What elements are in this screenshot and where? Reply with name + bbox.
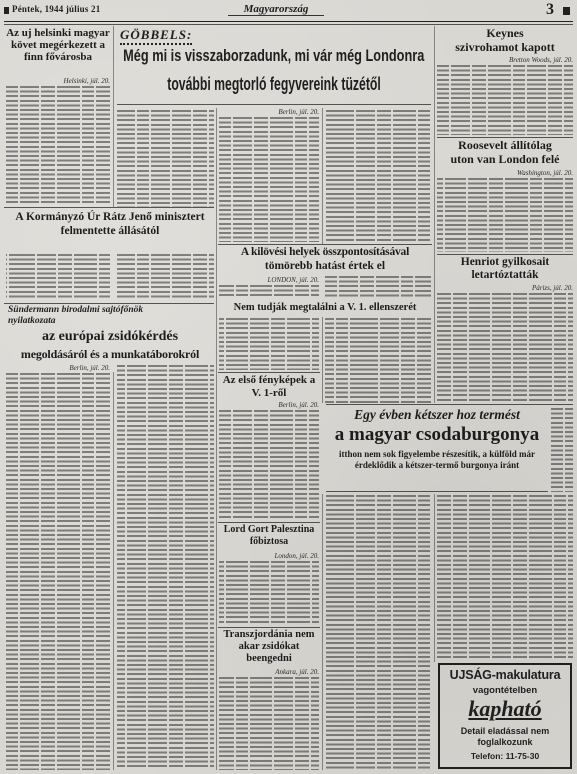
article-rule bbox=[218, 244, 432, 245]
column-rule bbox=[322, 317, 323, 403]
header-rule bbox=[4, 24, 573, 25]
main-headline-text: további megtorló fegyvereink tüzétől bbox=[167, 74, 381, 94]
ad-phone: Telefon: 11-75-30 bbox=[470, 751, 540, 761]
body-text-block bbox=[117, 254, 214, 300]
body-text-block bbox=[437, 495, 573, 659]
body-text-block bbox=[437, 178, 573, 252]
column-rule bbox=[216, 108, 217, 770]
body-text-block bbox=[437, 65, 573, 135]
body-text-block bbox=[325, 318, 431, 403]
body-text-block bbox=[551, 408, 573, 492]
body-text-block bbox=[6, 254, 110, 300]
body-text-block bbox=[219, 677, 319, 770]
article-dateline: Ankara, júl. 20. bbox=[275, 668, 319, 676]
article-rule bbox=[218, 522, 320, 523]
article-headline: Az első fényképek a V. 1-ről bbox=[222, 374, 316, 399]
body-text-block bbox=[219, 318, 319, 370]
column-rule bbox=[113, 372, 114, 770]
body-text-block bbox=[325, 495, 431, 770]
ad-note: Detail eladással nem foglalkozunk bbox=[460, 726, 550, 747]
article-headline-line: az európai zsidókérdés bbox=[41, 329, 179, 344]
page-header bbox=[0, 0, 577, 26]
corner-mark bbox=[563, 7, 570, 15]
body-text-block bbox=[117, 110, 214, 207]
article-rule bbox=[437, 254, 573, 255]
article-kicker: Egy évben kétszer hoz termést bbox=[354, 407, 520, 422]
main-headline-line bbox=[117, 72, 431, 96]
ad-subtitle: vagontételben bbox=[472, 685, 538, 696]
article-headline: A Kormányzó Úr Rátz Jenő minisztert felmentette állásától bbox=[15, 211, 205, 237]
article-kicker: Sündermann birodalmi sajtófőnök nyilatkozata bbox=[8, 305, 144, 326]
article-dateline: Berlin, júl. 20. bbox=[278, 401, 319, 409]
header-date: Péntek, 1944 július 21 bbox=[12, 4, 101, 14]
article-dateline: Washington, júl. 20. bbox=[517, 169, 573, 177]
article-headline: Lord Gort Palesztina főbiztosa bbox=[223, 524, 315, 547]
article-dateline: Párizs, júl. 20. bbox=[531, 284, 573, 292]
ad-highlight: kapható bbox=[468, 696, 542, 721]
header-rule bbox=[4, 21, 573, 22]
column-rule bbox=[113, 26, 114, 207]
article-dateline: Berlin, júl. 20. bbox=[69, 364, 110, 372]
body-text-block bbox=[437, 293, 573, 403]
article-dateline: Helsinki, júl. 20. bbox=[63, 77, 110, 85]
article-dateline: Berlin, júl. 20. bbox=[278, 108, 319, 116]
article-dateline: Bretton Woods, júl. 20. bbox=[508, 56, 573, 64]
main-headline-line bbox=[117, 45, 431, 67]
article-rule bbox=[218, 372, 320, 373]
article-headline: a magyar csodaburgonya bbox=[334, 424, 540, 445]
column-rule bbox=[322, 494, 323, 770]
article-headline-line: Keynes bbox=[486, 26, 524, 40]
article-rule bbox=[326, 404, 573, 405]
column-rule bbox=[322, 108, 323, 244]
article-rule bbox=[4, 207, 214, 208]
advertisement-box bbox=[438, 663, 572, 769]
article-headline-line: A kilövési helyek összpontosításával bbox=[240, 246, 410, 258]
article-dateline: London, júl. 20. bbox=[274, 552, 319, 560]
article-headline: Transzjordánia nem akar zsidókat beengedni bbox=[223, 629, 315, 664]
article-headline-line: tömörebb hatást értek el bbox=[264, 260, 386, 272]
article-rule bbox=[218, 627, 320, 628]
article-headline-line: letartóztatták bbox=[471, 269, 539, 281]
column-rule bbox=[434, 26, 435, 403]
body-text-block bbox=[6, 373, 110, 770]
body-text-block bbox=[6, 86, 110, 204]
article-headline-line: Roosevelt állítólag bbox=[458, 138, 552, 152]
column-rule bbox=[434, 494, 435, 662]
body-text-block bbox=[219, 117, 319, 242]
ad-title: UJSÁG-makulatura bbox=[449, 668, 561, 682]
article-headline-line: uton van London felé bbox=[450, 152, 560, 166]
body-text-block bbox=[325, 276, 431, 298]
article-headline-line: Henriot gyilkosait bbox=[460, 256, 550, 268]
body-text-block bbox=[117, 365, 214, 770]
body-text-block bbox=[219, 410, 319, 520]
article-headline-line: megoldásáról és a munkatáborokról bbox=[20, 347, 200, 361]
corner-mark bbox=[4, 7, 9, 14]
article-headline: Az uj helsinki magyar követ megérkezett a finn fővárosba bbox=[6, 27, 110, 63]
article-rule bbox=[4, 303, 214, 304]
article-rule bbox=[117, 104, 431, 105]
article-headline-line: szivrohamot kapott bbox=[455, 40, 555, 54]
main-headline-text: Még mi is visszaborzadunk, mi vár még Londonra bbox=[123, 46, 425, 65]
page-number: 3 bbox=[546, 1, 554, 18]
body-text-block bbox=[219, 561, 319, 625]
article-headline: Nem tudják megtalálni a V. 1. ellenszerét bbox=[233, 302, 417, 313]
article-kicker: GÖBBELS: bbox=[120, 27, 192, 45]
body-text-block bbox=[219, 285, 319, 298]
body-text-block bbox=[325, 110, 431, 242]
article-dateline: LONDON, júl. 20. bbox=[267, 276, 319, 284]
masthead: Magyarország bbox=[228, 3, 324, 16]
article-rule bbox=[326, 491, 548, 492]
article-subhead: itthon nem sok figyelembe részesítik, a külföld már érdeklődik a kétszer-termő burgonya iránt bbox=[339, 449, 535, 470]
